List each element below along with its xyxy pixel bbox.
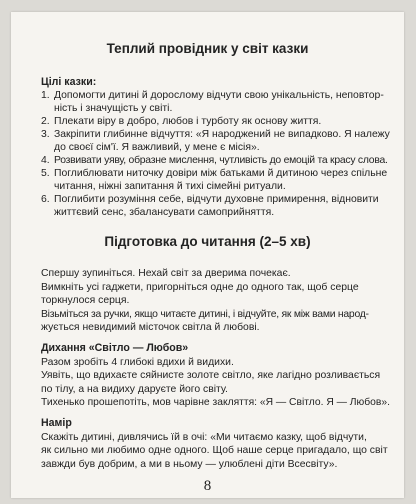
goal-text: життєвий сенс, збалансувати самоприйняття.: [54, 207, 275, 218]
page-number: 8: [203, 478, 212, 494]
goal-text: Поглибити розуміння себе, відчути духовне примирення, відновити: [54, 194, 379, 205]
goal-number: 2.: [41, 116, 50, 127]
text-line: Візьміться за ручки, якщо читаєте дитині, і відчуйте, як між вами народ-: [41, 309, 369, 320]
text-line: Разом зробіть 4 глибокі вдихи й видихи.: [41, 357, 234, 368]
text-line: торкнулося серця.: [41, 295, 130, 306]
intention-heading: Намір: [41, 417, 72, 429]
goal-text: читання, ніжні запитання й тихі сімейні ритуали.: [54, 181, 286, 192]
goal-number: 3.: [41, 129, 50, 140]
goal-text: до своєї сім'ї. Я важливий, у мене є місія».: [54, 142, 260, 153]
book-page: [11, 12, 404, 498]
heading-reading-preparation: Підготовка до читання (2–5 хв): [104, 234, 311, 249]
text-line: як сильно ми любимо одне одного. Щоб наше серце пригадало, що світ: [41, 445, 388, 456]
goal-number: 5.: [41, 168, 50, 179]
heading-fairy-tale-guide: Теплий провідник у світ казки: [106, 41, 309, 56]
goal-text: Розвивати уяву, образне мислення, чутливість до емоцій та красу слова.: [54, 155, 388, 166]
goals-heading: Цілі казки:: [41, 76, 97, 88]
goal-text: Допомогти дитині й дорослому відчути свою унікальність, неповтор-: [54, 90, 384, 101]
goal-text: Поглиблювати ниточку довіри між батьками й дитиною через спільне: [54, 168, 388, 179]
text-line: Уявіть, що вдихаєте сяйнисте золоте світло, яке лагідно розливається: [41, 370, 381, 381]
goal-number: 4.: [41, 155, 50, 166]
goal-number: 6.: [41, 194, 50, 205]
text-line: жується невидимий місточок світла й любові.: [41, 322, 260, 333]
goal-text: ність і значущість у світі.: [54, 103, 173, 114]
text-line: по тілу, а на видиху даруєте його світу.: [41, 384, 228, 395]
goal-number: 1.: [41, 90, 50, 101]
text-line: завжди був добрим, а ми в ньому — улюблені діти Всесвіту».: [41, 459, 338, 470]
text-line: Тихенько прошепотіть, мов чарівне закляття: «Я — Світло. Я — Любов».: [41, 397, 390, 408]
text-line: Скажіть дитині, дивлячись їй в очі: «Ми читаємо казку, щоб відчути,: [41, 432, 367, 443]
goal-text: Закріпити глибинне відчуття: «Я народжений не випадково. Я належу: [54, 129, 390, 140]
breathing-heading: Дихання «Світло — Любов»: [41, 342, 189, 354]
text-line: Вимкніть усі гаджети, пригорніться одне до одного так, щоб серце: [41, 282, 359, 293]
text-line: Спершу зупиніться. Нехай світ за дверима почекає.: [41, 268, 291, 279]
goal-text: Плекати віру в добро, любов і турботу як основу життя.: [54, 116, 322, 127]
